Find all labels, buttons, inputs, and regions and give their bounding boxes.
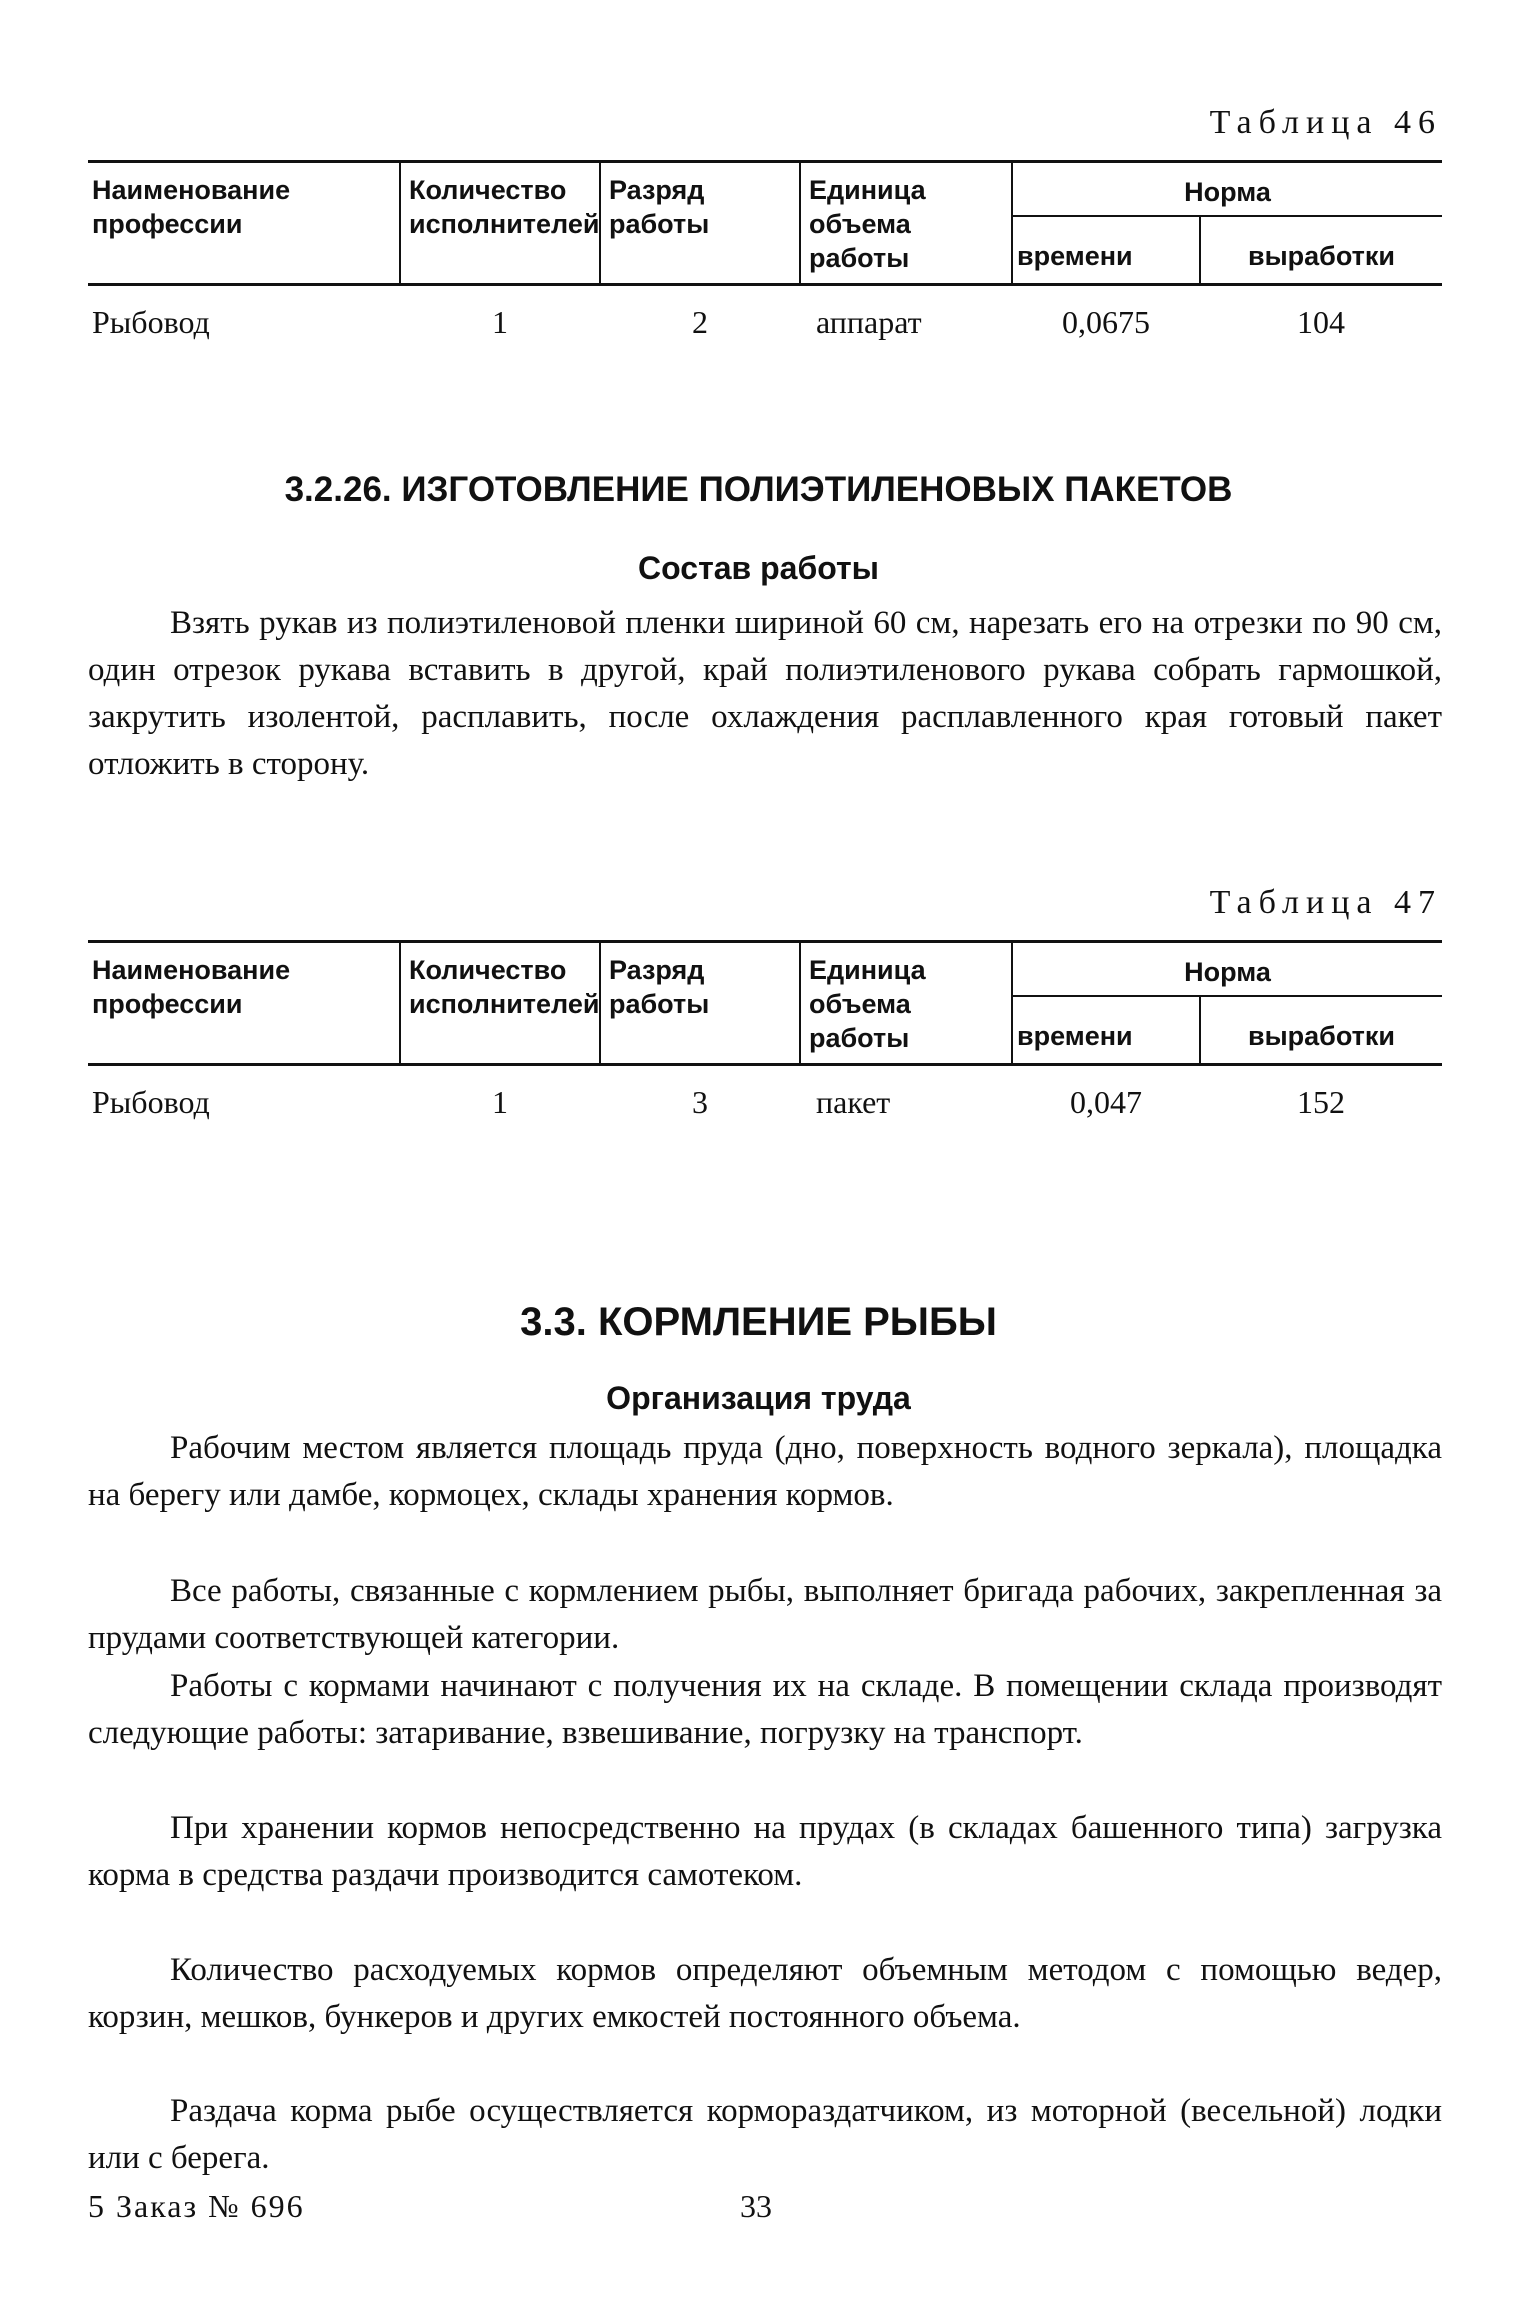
paragraph: Количество расходуемых кормов определяют объемным методом с помощью ведер, корзин, мешков, бункеров и других емкостей постоянного объема. [88, 1952, 1442, 2035]
sub-heading-work-composition: Состав работы [638, 550, 879, 586]
cell-unit: пакет [816, 1084, 891, 1120]
cell-unit: аппарат [816, 304, 922, 340]
cell-profession: Рыбовод [92, 304, 210, 340]
header-time: времени [1012, 216, 1200, 285]
header-norm: Норма [1012, 162, 1442, 217]
header-unit: Единица объема работы [800, 162, 1012, 285]
table-47 [88, 940, 1442, 1121]
cell-performers: 1 [492, 1084, 508, 1120]
section-heading-3-3: 3.3. КОРМЛЕНИЕ РЫБЫ [520, 1300, 997, 1344]
paragraph: Работы с кормами начинают с получения их на складе. В помещении склада производят следующие работы: затаривание, взвешивание, погрузку на транспорт. [88, 1668, 1442, 1751]
cell-time: 0,047 [1070, 1084, 1142, 1120]
cell-performers: 1 [492, 304, 508, 340]
cell-grade: 3 [692, 1084, 708, 1120]
paragraph: При хранении кормов непосредственно на прудах (в складах башенного типа) загрузка корма в средства раздачи производится самотеком. [88, 1810, 1442, 1893]
header-norm: Норма [1012, 942, 1442, 997]
sub-heading-labor-organization: Организация труда [606, 1380, 911, 1416]
header-profession: Наименование профессии [88, 162, 400, 285]
table-row [88, 1065, 1442, 1122]
section-heading-3-2-26: 3.2.26. ИЗГОТОВЛЕНИЕ ПОЛИЭТИЛЕНОВЫХ ПАКЕТОВ [284, 470, 1233, 509]
cell-output: 152 [1297, 1084, 1345, 1120]
cell-grade: 2 [692, 304, 708, 340]
table-46-caption: Таблица 46 [1209, 104, 1442, 141]
table-row [88, 285, 1442, 342]
cell-profession: Рыбовод [92, 1084, 210, 1120]
paragraph: Рабочим местом является площадь пруда (дно, поверхность водного зеркала), площадка на берегу или дамбе, кормоцех, склады хранения кормов. [88, 1430, 1442, 1513]
table-47-caption: Таблица 47 [1209, 884, 1442, 921]
cell-output: 104 [1297, 304, 1345, 340]
header-output: выработки [1200, 996, 1442, 1065]
header-performers: Количество исполнителей [400, 162, 600, 285]
header-performers: Количество исполнителей [400, 942, 600, 1065]
paragraph: Раздача корма рыбе осуществляется кормораздатчиком, из моторной (весельной) лодки или с берега. [88, 2093, 1442, 2176]
cell-time: 0,0675 [1062, 304, 1150, 340]
header-grade: Разряд работы [600, 162, 800, 285]
header-grade: Разряд работы [600, 942, 800, 1065]
header-output: выработки [1200, 216, 1442, 285]
paragraph: Все работы, связанные с кормлением рыбы, выполняет бригада рабочих, закрепленная за прудами соответствующей категории. [88, 1573, 1442, 1656]
footer-order-number: 5 Заказ № 696 [88, 2188, 305, 2224]
table-46 [88, 160, 1442, 341]
header-profession: Наименование профессии [88, 942, 400, 1065]
page-number: 33 [740, 2188, 772, 2224]
header-time: времени [1012, 996, 1200, 1065]
paragraph: Взять рукав из полиэтиленовой пленки шириной 60 см, нарезать его на отрезки по 90 см, один отрезок рукава вставить в другой, край полиэтиленового рукава собрать гармошкой, закрутить изолентой, расплавить, после охлаждения расплавленного края готовый пакет отложить в сторону. [88, 605, 1442, 782]
header-unit: Единица объема работы [800, 942, 1012, 1065]
